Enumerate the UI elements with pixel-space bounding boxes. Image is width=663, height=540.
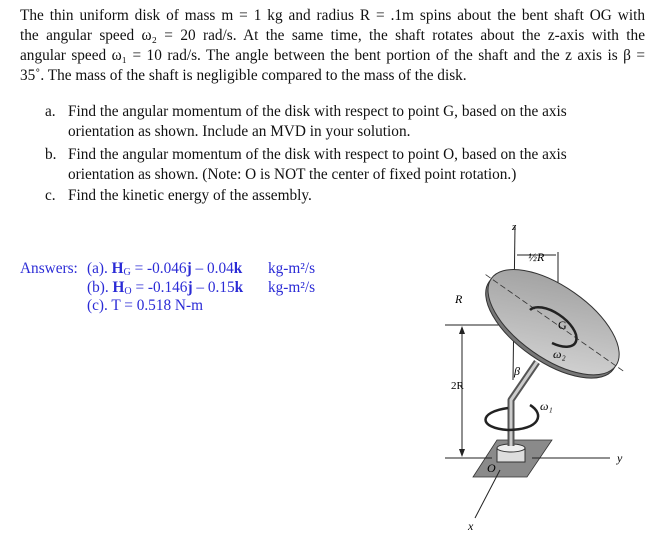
- problem-line: angular speed ω₁ = 10 rad/s. The angle between the bent portion of the shaft and the z axis is β =: [20, 47, 645, 64]
- expr: – 0.15: [192, 279, 235, 296]
- beta-label: β: [514, 364, 520, 378]
- omega2-label: ω₂: [553, 347, 566, 361]
- unit: kg-m²/s: [268, 260, 316, 277]
- answer-c: (c). T = 0.518 N-m: [87, 297, 203, 314]
- problem-line: 35˚. The mass of the shaft is negligible compared to the mass of the disk.: [20, 67, 467, 84]
- h-symbol: H: [112, 279, 125, 296]
- point-o-label: O: [487, 461, 496, 475]
- j-unit: j: [187, 279, 193, 296]
- answers-heading: Answers:: [20, 260, 78, 277]
- part-label: b.: [45, 146, 57, 163]
- omega1-label: ω₁: [540, 399, 553, 413]
- part-text: Find the kinetic energy of the assembly.: [68, 187, 312, 204]
- k-unit: k: [234, 279, 244, 296]
- part-text: orientation as shown. Include an MVD in your solution.: [68, 123, 411, 140]
- answer-label: (a).: [87, 260, 108, 277]
- j-unit: j: [186, 260, 192, 277]
- point-g-label: G: [558, 318, 567, 332]
- part-text: Find the angular momentum of the disk with respect to point G, based on the axis: [68, 103, 567, 120]
- part-text: orientation as shown. (Note: O is NOT the center of fixed point rotation.): [68, 166, 517, 183]
- k-unit: k: [233, 260, 243, 277]
- half-radius-label: ½R: [528, 250, 545, 264]
- arrow-head: [459, 449, 465, 457]
- radius-label: R: [455, 292, 463, 306]
- expr: = -0.046: [130, 260, 187, 277]
- problem-line: the angular speed ω₂ = 20 rad/s. At the same time, the shaft rotates about the z-axis with the: [20, 27, 645, 44]
- answer-label: (b).: [87, 279, 109, 296]
- part-label: c.: [45, 187, 56, 204]
- z-label: z: [512, 221, 517, 233]
- part-label: a.: [45, 103, 56, 120]
- x-label: x: [468, 519, 474, 533]
- problem-line: The thin uniform disk of mass m = 1 kg and radius R = .1m spins about the bent shaft OG with: [20, 7, 645, 24]
- expr: – 0.04: [191, 260, 234, 277]
- subscript: O: [124, 286, 132, 297]
- h-symbol: H: [111, 260, 124, 277]
- subscript: G: [123, 267, 131, 278]
- arrow-head: [459, 326, 465, 334]
- expr: = -0.146: [131, 279, 188, 296]
- unit: kg-m²/s: [268, 279, 316, 296]
- 2r-label: 2R: [451, 380, 464, 392]
- y-label: y: [617, 451, 623, 465]
- part-text: Find the angular momentum of the disk with respect to point O, based on the axis: [68, 146, 567, 163]
